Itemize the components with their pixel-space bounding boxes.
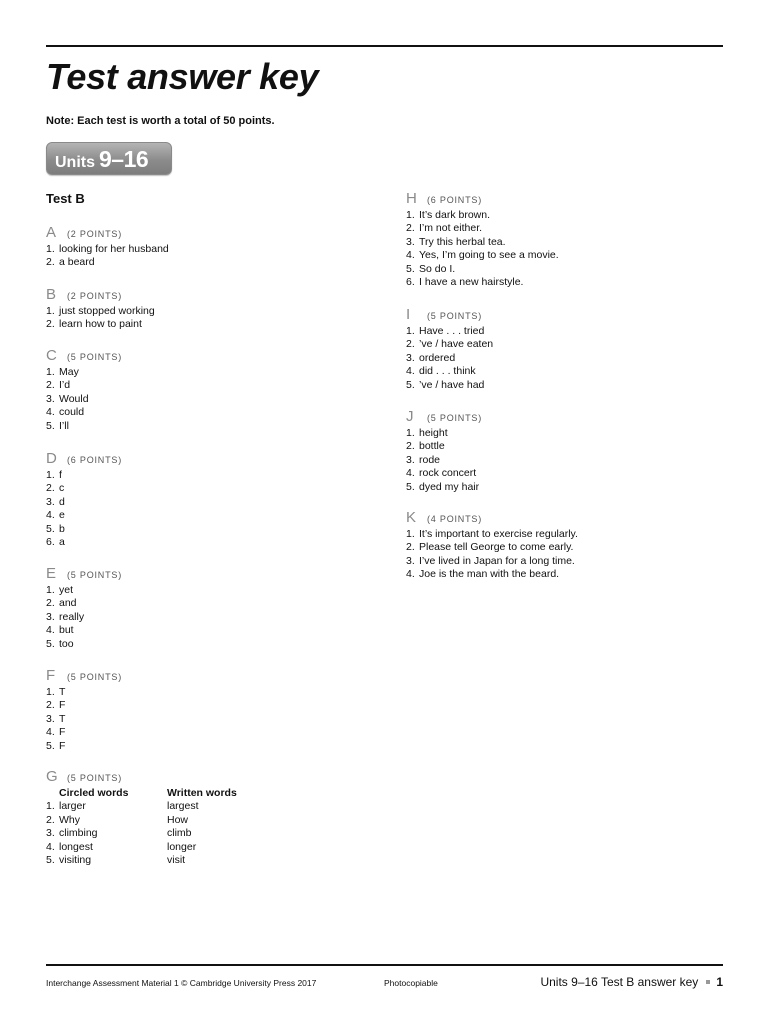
answer-number: 5.	[46, 739, 55, 752]
answer-row	[406, 338, 493, 351]
answer-text: rock concert	[419, 467, 477, 480]
section-points: (2 POINTS)	[67, 291, 123, 301]
written-word: climb	[167, 827, 192, 840]
answer-text: too	[59, 637, 74, 650]
section-heading	[46, 349, 122, 366]
section-points: (5 POINTS)	[427, 413, 483, 423]
top-rule	[46, 45, 723, 47]
answer-row	[46, 482, 122, 495]
answer-number: 2.	[406, 541, 415, 554]
answer-number: 4.	[46, 406, 55, 419]
answer-row	[406, 555, 578, 568]
answer-row	[46, 841, 237, 854]
section-f	[46, 669, 122, 753]
answer-text: Please tell George to come early.	[419, 541, 574, 554]
answer-row	[46, 305, 155, 318]
answer-text: and	[59, 597, 77, 610]
answer-number: 2.	[46, 379, 55, 392]
page-number: 1	[716, 975, 723, 989]
written-word: longer	[167, 840, 197, 853]
footer-photocopiable: Photocopiable	[384, 978, 438, 988]
answer-text: rode	[419, 453, 441, 466]
answer-text: T	[59, 686, 66, 698]
page-title: Test answer key	[46, 56, 319, 97]
units-badge-word: Units	[55, 154, 95, 171]
answer-number: 1.	[46, 469, 55, 481]
answer-row	[46, 243, 169, 256]
circled-word: Why	[59, 813, 80, 826]
section-heading	[406, 511, 578, 528]
answer-text: May	[59, 366, 79, 378]
footer-answer-key-label: Units 9–16 Test B answer key	[540, 975, 699, 989]
answer-row	[46, 827, 237, 840]
footer-copyright: Interchange Assessment Material 1 © Cambridge University Press 2017	[46, 978, 317, 988]
answer-number: 1.	[46, 243, 55, 255]
answer-number: 1.	[46, 686, 55, 698]
section-d	[46, 452, 122, 549]
answer-number: 3.	[46, 712, 55, 725]
answer-text: ordered	[419, 351, 456, 364]
answer-text: c	[59, 482, 65, 495]
answer-text: Yes, I’m going to see a movie.	[419, 249, 559, 262]
answer-text: Would	[59, 392, 89, 405]
answer-number: 4.	[46, 840, 55, 853]
answer-number: 5.	[406, 262, 415, 275]
answer-row	[46, 686, 122, 699]
answer-number: 3.	[406, 554, 415, 567]
answer-number: 5.	[46, 637, 55, 650]
answer-text: Have . . . tried	[419, 325, 485, 337]
section-letter: H	[406, 190, 417, 207]
section-heading	[46, 669, 122, 686]
answer-text: F	[59, 699, 66, 712]
answer-number: 2.	[46, 813, 55, 826]
answer-row	[46, 256, 169, 269]
answer-row	[46, 814, 237, 827]
answer-text: I’ll	[59, 419, 69, 432]
answer-number: 3.	[406, 351, 415, 364]
answer-row	[46, 318, 155, 331]
answer-number: 5.	[46, 522, 55, 535]
answer-row	[46, 523, 122, 536]
answer-text: yet	[59, 584, 74, 596]
answer-number: 1.	[46, 366, 55, 378]
section-points: (5 POINTS)	[67, 672, 123, 682]
answer-number: 1.	[406, 528, 415, 540]
answer-row	[46, 854, 237, 867]
section-j	[406, 410, 482, 494]
answer-row	[406, 352, 493, 365]
answer-number: 4.	[406, 249, 415, 262]
answer-row	[46, 496, 122, 509]
answer-text: looking for her husband	[59, 243, 169, 255]
answer-row	[406, 528, 578, 541]
answer-text: ’ve / have eaten	[419, 338, 494, 351]
units-badge	[46, 142, 172, 175]
footer-page-label	[540, 975, 723, 989]
answer-row	[406, 467, 482, 480]
answer-number: 1.	[46, 305, 55, 317]
answer-number: 2.	[46, 699, 55, 712]
section-heading	[46, 452, 122, 469]
answer-text: I have a new hairstyle.	[419, 276, 524, 289]
section-points: (6 POINTS)	[67, 455, 123, 465]
answer-row	[406, 365, 493, 378]
answer-row	[406, 276, 559, 289]
answer-text: really	[59, 610, 85, 623]
answer-text: Try this herbal tea.	[419, 235, 506, 248]
answer-text: It’s important to exercise regularly.	[419, 528, 578, 540]
answer-row	[46, 699, 122, 712]
answer-row	[46, 611, 122, 624]
answer-row	[46, 624, 122, 637]
answer-number: 4.	[406, 365, 415, 378]
test-label: Test B	[46, 191, 85, 206]
section-h	[406, 192, 559, 289]
answer-number: 1.	[406, 427, 415, 439]
answer-number: 5.	[406, 378, 415, 391]
answer-number: 2.	[46, 318, 55, 331]
section-letter: E	[46, 565, 57, 582]
answer-text: just stopped working	[59, 305, 155, 317]
column-headers	[46, 787, 237, 800]
answer-row	[46, 379, 122, 392]
answer-row	[406, 325, 493, 338]
written-word: How	[167, 813, 189, 826]
section-letter: F	[46, 667, 56, 684]
section-letter: G	[46, 768, 58, 785]
answer-text: I’ve lived in Japan for a long time.	[419, 554, 575, 567]
answer-number: 2.	[406, 338, 415, 351]
answer-text: I’m not either.	[419, 222, 483, 235]
column-header-written: Written words	[167, 787, 237, 799]
answer-number: 4.	[46, 509, 55, 522]
answer-row	[406, 481, 482, 494]
answer-number: 6.	[46, 536, 55, 549]
answer-text: e	[59, 509, 65, 522]
column-header-spacer	[46, 787, 59, 800]
answer-text: d	[59, 495, 65, 508]
section-points: (2 POINTS)	[67, 229, 123, 239]
answer-text: f	[59, 469, 62, 481]
section-letter: K	[406, 509, 417, 526]
answer-number: 2.	[406, 440, 415, 453]
answer-row	[46, 800, 237, 813]
footer-separator	[706, 980, 710, 984]
section-heading	[406, 192, 559, 209]
answer-number: 6.	[406, 276, 415, 289]
answer-text: F	[59, 726, 66, 739]
answer-row	[406, 379, 493, 392]
section-g	[46, 770, 237, 867]
answer-number: 4.	[406, 467, 415, 480]
answer-row	[46, 740, 122, 753]
section-heading	[46, 226, 169, 243]
section-points: (5 POINTS)	[427, 311, 483, 321]
answer-text: ’ve / have had	[419, 378, 485, 391]
bottom-rule	[46, 964, 723, 966]
section-points: (4 POINTS)	[427, 514, 483, 524]
answer-number: 3.	[406, 453, 415, 466]
answer-number: 1.	[46, 584, 55, 596]
answer-number: 3.	[46, 610, 55, 623]
points-note: Note: Each test is worth a total of 50 points.	[46, 115, 275, 127]
circled-word: visiting	[59, 854, 92, 867]
answer-number: 2.	[406, 222, 415, 235]
answer-row	[406, 263, 559, 276]
answer-text: bottle	[419, 440, 445, 453]
answer-row	[46, 584, 122, 597]
answer-number: 1.	[46, 800, 55, 813]
section-letter: A	[46, 224, 57, 241]
answer-text: learn how to paint	[59, 318, 142, 331]
answer-text: F	[59, 739, 66, 752]
answer-number: 5.	[406, 480, 415, 493]
answer-number: 2.	[46, 482, 55, 495]
answer-number: 3.	[46, 495, 55, 508]
circled-word: climbing	[59, 827, 98, 840]
answer-row	[46, 366, 122, 379]
answer-number: 2.	[46, 256, 55, 269]
section-points: (5 POINTS)	[67, 773, 123, 783]
answer-number: 3.	[46, 392, 55, 405]
section-k	[406, 511, 578, 582]
answer-text: but	[59, 624, 74, 637]
section-letter: C	[46, 347, 57, 364]
answer-text: dyed my hair	[419, 480, 480, 493]
answer-number: 5.	[46, 854, 55, 867]
answer-row	[406, 454, 482, 467]
answer-number: 5.	[46, 419, 55, 432]
answer-row	[406, 427, 482, 440]
column-header-circled: Circled words	[59, 787, 129, 799]
answer-row	[46, 597, 122, 610]
answer-text: Joe is the man with the beard.	[419, 568, 560, 581]
answer-row	[46, 536, 122, 549]
answer-number: 4.	[406, 568, 415, 581]
section-heading	[46, 770, 237, 787]
section-heading	[406, 410, 482, 427]
answer-row	[406, 541, 578, 554]
answer-row	[46, 406, 122, 419]
answer-row	[46, 509, 122, 522]
section-letter: I	[406, 306, 411, 323]
answer-row	[46, 393, 122, 406]
section-heading	[46, 288, 155, 305]
section-points: (5 POINTS)	[67, 570, 123, 580]
circled-word: larger	[59, 800, 86, 813]
section-letter: J	[406, 408, 414, 425]
answer-row	[406, 209, 559, 222]
answer-text: So do I.	[419, 262, 456, 275]
written-word: largest	[167, 800, 199, 813]
answer-number: 4.	[46, 726, 55, 739]
answer-row	[46, 469, 122, 482]
answer-number: 1.	[406, 209, 415, 221]
answer-text: I’d	[59, 379, 71, 392]
answer-row	[406, 440, 482, 453]
answer-text: a beard	[59, 256, 95, 269]
answer-row	[46, 420, 122, 433]
answer-row	[46, 638, 122, 651]
answer-number: 3.	[406, 235, 415, 248]
section-points: (6 POINTS)	[427, 195, 483, 205]
answer-row	[406, 236, 559, 249]
answer-row	[406, 568, 578, 581]
section-e	[46, 567, 122, 651]
section-heading	[46, 567, 122, 584]
answer-row	[46, 713, 122, 726]
answer-number: 1.	[406, 325, 415, 337]
answer-row	[406, 249, 559, 262]
answer-text: a	[59, 536, 65, 549]
section-b	[46, 288, 155, 332]
answer-number: 3.	[46, 827, 55, 840]
section-i	[406, 308, 493, 392]
answer-row	[406, 222, 559, 235]
answer-text: It’s dark brown.	[419, 209, 491, 221]
section-letter: D	[46, 450, 57, 467]
answer-number: 2.	[46, 597, 55, 610]
answer-row	[46, 726, 122, 739]
units-badge-range: 9–16	[99, 146, 149, 172]
answer-text: could	[59, 406, 85, 419]
section-points: (5 POINTS)	[67, 352, 123, 362]
answer-number: 4.	[46, 624, 55, 637]
section-c	[46, 349, 122, 433]
answer-text: did . . . think	[419, 365, 476, 378]
section-a	[46, 226, 169, 270]
written-word: visit	[167, 854, 186, 867]
answer-text: height	[419, 427, 448, 439]
answer-text: b	[59, 522, 65, 535]
circled-word: longest	[59, 840, 93, 853]
answer-text: T	[59, 712, 66, 725]
section-heading	[406, 308, 493, 325]
section-letter: B	[46, 286, 57, 303]
